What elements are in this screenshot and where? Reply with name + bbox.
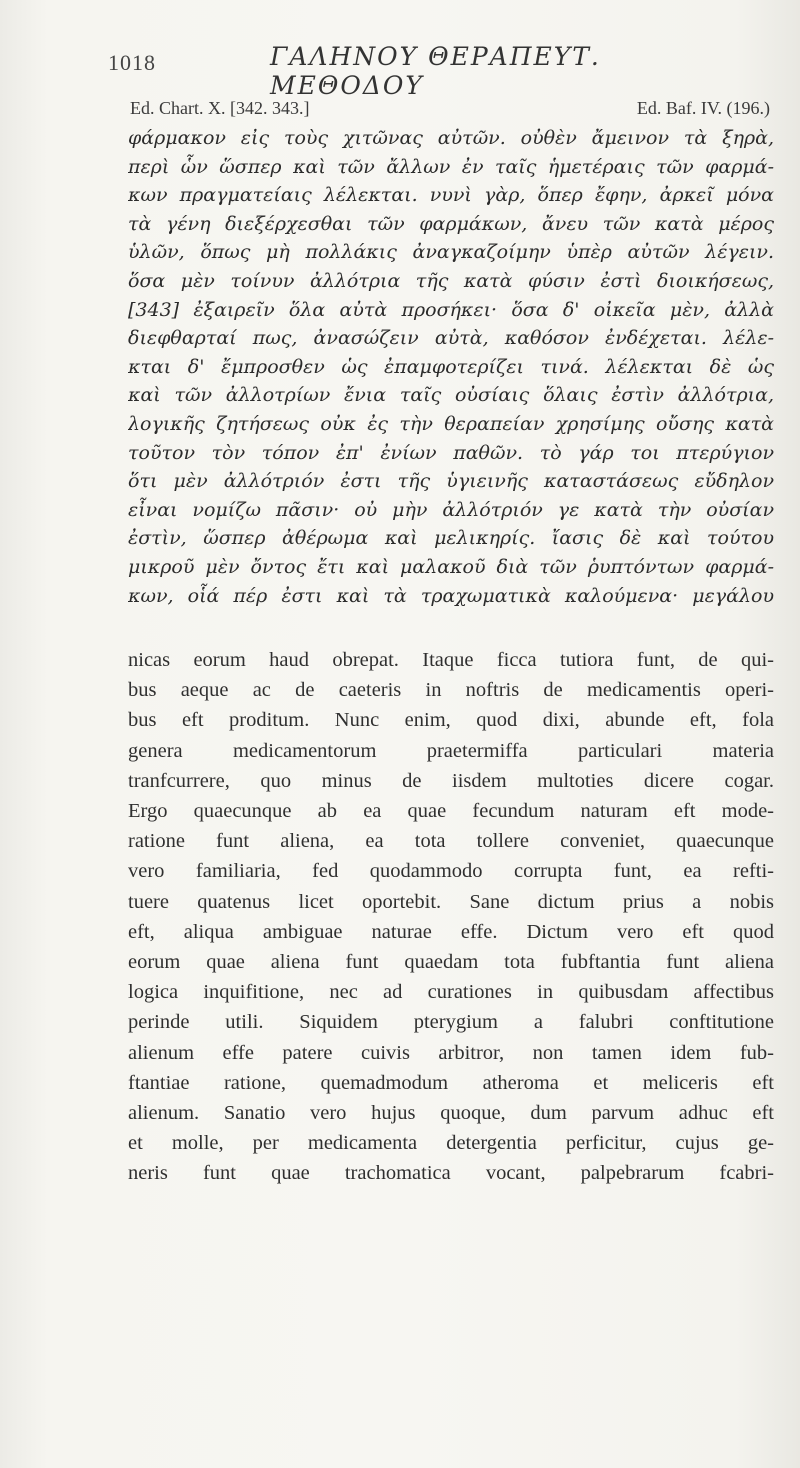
running-title: ΓΑΛΗΝΟΥ ΘΕΡΑΠΕΥΤ. ΜΕΘΟΔΟΥ xyxy=(270,42,601,100)
latin-line: tranfcurrere, quo minus de iisdem multoties dicere cogar. xyxy=(128,769,774,792)
greek-line: εἶναι νομίζω πᾶσιν· οὐ μὴν ἀλλότριόν γε κατὰ τὴν οὐσίαν xyxy=(128,498,774,521)
latin-line: tuere quatenus licet oportebit. Sane dictum prius a nobis xyxy=(128,890,774,913)
greek-line: τὰ γένη διεξέρχεσθαι τῶν φαρμάκων, ἄνευ τῶν κατὰ μέρος xyxy=(128,212,774,235)
basel-edition-reference: Ed. Baf. IV. (196.) xyxy=(636,98,770,118)
latin-line: neris funt quae trachomatica vocant, palpebrarum fcabri- xyxy=(128,1162,774,1185)
chartier-edition-reference: Ed. Chart. X. [342. 343.] xyxy=(130,98,310,118)
greek-line: ἐστὶν, ὥσπερ ἀθέρωμα καὶ μελικηρίς. ἴασις δὲ καὶ τούτου xyxy=(128,527,774,550)
latin-line: eft, aliqua ambiguae naturae effe. Dictum vero eft quod xyxy=(128,920,774,943)
latin-translation-block xyxy=(128,645,774,1189)
greek-line: φάρμακον εἰς τοὺς χιτῶνας αὐτῶν. οὐθὲν ἄμεινον τὰ ξηρὰ, xyxy=(128,127,774,149)
latin-line: et molle, per medicamenta detergentia perficitur, cujus ge- xyxy=(128,1132,774,1155)
latin-line: nicas eorum haud obrepat. Itaque ficca tutiora funt, de qui- xyxy=(128,649,774,671)
edition-references xyxy=(130,98,770,124)
greek-line: ὅτι μὲν ἀλλότριόν ἐστι τῆς ὑγιεινῆς καταστάσεως εὔδηλον xyxy=(128,470,774,493)
greek-line: περὶ ὧν ὥσπερ καὶ τῶν ἄλλων ἐν ταῖς ἡμετέραις τῶν φαρμά- xyxy=(128,155,774,178)
greek-line: διεφθαρταί πως, ἀνασώζειν αὐτὰ, καθόσον ἐνδέχεται. λέλε- xyxy=(128,327,774,350)
latin-line: logica inquifitione, nec ad curationes in quibusdam affectibus xyxy=(128,981,774,1004)
latin-line: alienum. Sanatio vero hujus quoque, dum parvum adhuc eft xyxy=(128,1102,774,1125)
latin-line: bus eft proditum. Nunc enim, quod dixi, abunde eft, fola xyxy=(128,709,774,732)
greek-line: κται δ' ἔμπροσθεν ὡς ἐπαμφοτερίζει τινά. λέλεκται δὲ ὡς xyxy=(128,355,774,378)
latin-line: ratione funt aliena, ea tota tollere conveniet, quaecunque xyxy=(128,830,774,853)
page-number: 1018 xyxy=(108,50,156,75)
page-header xyxy=(100,42,750,100)
greek-line: κων πραγματείαις λέλεκται. νυνὶ γὰρ, ὅπερ ἔφην, ἀρκεῖ μόνα xyxy=(128,184,774,207)
greek-line: καὶ τῶν ἀλλοτρίων ἔνια ταῖς οὐσίαις ὅλαις ἐστὶν ἀλλότρια, xyxy=(128,384,774,407)
latin-line: alienum effe patere cuivis arbitror, non tamen idem fub- xyxy=(128,1041,774,1064)
latin-line: ftantiae ratione, quemadmodum atheroma et meliceris eft xyxy=(128,1071,774,1094)
latin-line: perinde utili. Siquidem pterygium a falubri conftitutione xyxy=(128,1011,774,1034)
greek-line: μικροῦ μὲν ὄντος ἔτι καὶ μαλακοῦ διὰ τῶν ῥυπτόντων φαρμά- xyxy=(128,555,774,578)
greek-text-block xyxy=(128,124,774,610)
latin-line: eorum quae aliena funt quaedam tota fubftantia funt aliena xyxy=(128,951,774,974)
latin-line: genera medicamentorum praetermiffa particulari materia xyxy=(128,739,774,762)
latin-line: Ergo quaecunque ab ea quae fecundum naturam eft mode- xyxy=(128,800,774,823)
greek-line: κων, οἷά πέρ ἐστι καὶ τὰ τραχωματικὰ καλούμενα· μεγάλου xyxy=(128,584,774,607)
greek-line: [343] ἐξαιρεῖν ὅλα αὐτὰ προσήκει· ὅσα δ' οἰκεῖα μὲν, ἀλλὰ xyxy=(128,298,774,321)
greek-line: λογικῆς ζητήσεως οὐκ ἐς τὴν θεραπείαν χρησίμης οὔσης κατὰ xyxy=(128,412,774,435)
latin-line: vero familiaria, fed quodammodo corrupta funt, ea refti- xyxy=(128,860,774,883)
greek-line: ὅσα μὲν τοίνυν ἀλλότρια τῆς κατὰ φύσιν ἐστὶ διοικήσεως, xyxy=(128,269,774,292)
greek-line: τοῦτον τὸν τόπον ἐπ' ἐνίων παθῶν. τὸ γάρ τοι πτερύγιον xyxy=(128,441,774,464)
greek-line: ὑλῶν, ὅπως μὴ πολλάκις ἀναγκαζοίμην ὑπὲρ αὐτῶν λέγειν. xyxy=(128,241,774,264)
latin-line: bus aeque ac de caeteris in noftris de medicamentis operi- xyxy=(128,679,774,702)
